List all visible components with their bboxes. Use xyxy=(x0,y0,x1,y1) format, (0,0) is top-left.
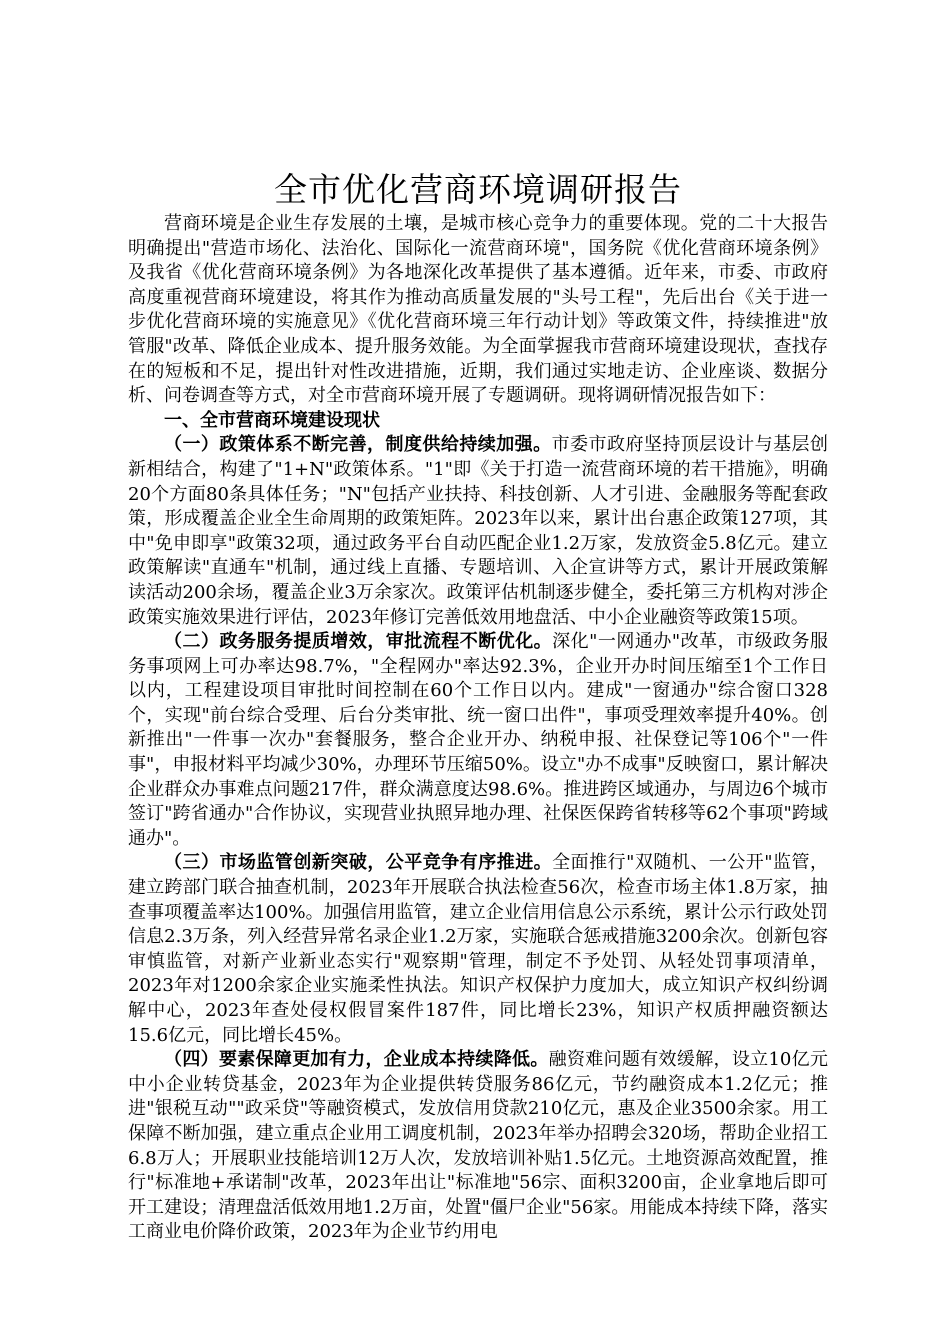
paragraph-regulation xyxy=(128,851,828,1048)
paragraph-lead: （三）市场监管创新突破，公平竞争有序推进。 xyxy=(164,852,553,874)
paragraph-service xyxy=(128,630,828,851)
document-page xyxy=(128,168,828,1245)
paragraph-lead: （四）要素保障更加有力，企业成本持续降低。 xyxy=(164,1049,549,1071)
paragraph-body: 融资难问题有效缓解，设立10亿元中小企业转贷基金，2023年为企业提供转贷服务86亿元，节约融资成本1.2亿元；推进"银税互动""政采贷"等融资模式，发放信用贷款210亿元，惠及企业3500余家。用工保障不断加强，建立重点企业用工调度机制，2023年举办招聘会320场，帮助企业招工6.8万人；开展职业技能培训12万人次，发放培训补贴1.5亿元。土地资源高效配置，推行"标准地+承诺制"改革，2023年出让"标准地"56宗、面积3200亩，企业拿地后即可开工建设；清理盘活低效用地1.2万亩，处置"僵尸企业"56家。用能成本持续下降，落实工商业电价降价政策，2023年为企业节约用电 xyxy=(128,1049,828,1243)
paragraph-body: 深化"一网通办"改革，市级政务服务事项网上可办率达98.7%，"全程网办"率达92.3%，企业开办时间压缩至1个工作日以内，工程建设项目审批时间控制在60个工作日以内。建成"一窗通办"综合窗口328个，实现"前台综合受理、后台分类审批、统一窗口出件"，事项受理效率提升40%。创新推出"一件事一次办"套餐服务，整合企业开办、纳税申报、社保登记等106个"一件事"，申报材料平均减少30%，办理环节压缩50%。设立"办不成事"反映窗口，累计解决企业群众办事难点问题217件，群众满意度达98.6%。推进跨区域通办，与周边6个城市签订"跨省通办"合作协议，实现营业执照异地办理、社保医保跨省转移等62个事项"跨域通办"。 xyxy=(128,631,828,849)
paragraph-lead: （二）政务服务提质增效，审批流程不断优化。 xyxy=(164,631,553,653)
paragraph-lead: （一）政策体系不断完善，制度供给持续加强。 xyxy=(164,434,552,456)
intro-paragraph: 营商环境是企业生存发展的土壤，是城市核心竞争力的重要体现。党的二十大报告明确提出"营造市场化、法治化、国际化一流营商环境"，国务院《优化营商环境条例》及我省《优化营商环境条例》为各地深化改革提供了基本遵循。近年来，市委、市政府高度重视营商环境建设，将其作为推动高质量发展的"头号工程"，先后出台《关于进一步优化营商环境的实施意见》《优化营商环境三年行动计划》等政策文件，持续推进"放管服"改革、降低企业成本、提升服务效能。为全面掌握我市营商环境建设现状，查找存在的短板和不足，提出针对性改进措施，近期，我们通过实地走访、企业座谈、数据分析、问卷调查等方式，对全市营商环境开展了专题调研。现将调研情况报告如下： xyxy=(128,213,828,407)
document-title: 全市优化营商环境调研报告 xyxy=(274,170,682,209)
paragraph-body: 全面推行"双随机、一公开"监管，建立跨部门联合抽查机制，2023年开展联合执法检查56次，检查市场主体1.8万家，抽查事项覆盖率达100%。加强信用监管，建立企业信用信息公示系统，累计公示行政处罚信息2.3万条，列入经营异常名录企业1.2万家，实施联合惩戒措施3200余次。创新包容审慎监管，对新产业新业态实行"观察期"管理，制定不予处罚、从轻处罚事项清单，2023年对1200余家企业实施柔性执法。知识产权保护力度加大，成立知识产权纠纷调解中心，2023年查处侵权假冒案件187件，同比增长23%，知识产权质押融资额达15.6亿元，同比增长45%。 xyxy=(128,852,828,1046)
paragraph-body: 市委市政府坚持顶层设计与基层创新相结合，构建了"1+N"政策体系。"1"即《关于打造一流营商环境的若干措施》，明确20个方面80条具体任务；"N"包括产业扶持、科技创新、人才引进、金融服务等配套政策，形成覆盖企业全生命周期的政策矩阵。2023年以来，累计出台惠企政策127项，其中"免申即享"政策32项，通过政务平台自动匹配企业1.2万家，发放资金5.8亿元。建立政策解读"直通车"机制，通过线上直播、专题培训、入企宣讲等方式，累计开展政策解读活动200余场，覆盖企业3万余家次。政策评估机制逐步健全，委托第三方机构对涉企政策实施效果进行评估，2023年修订完善低效用地盘活、中小企业融资等政策15项。 xyxy=(128,434,829,628)
paragraph-factors xyxy=(128,1048,828,1245)
section-heading: 一、全市营商环境建设现状 xyxy=(164,409,380,431)
paragraph-policy xyxy=(128,433,828,630)
